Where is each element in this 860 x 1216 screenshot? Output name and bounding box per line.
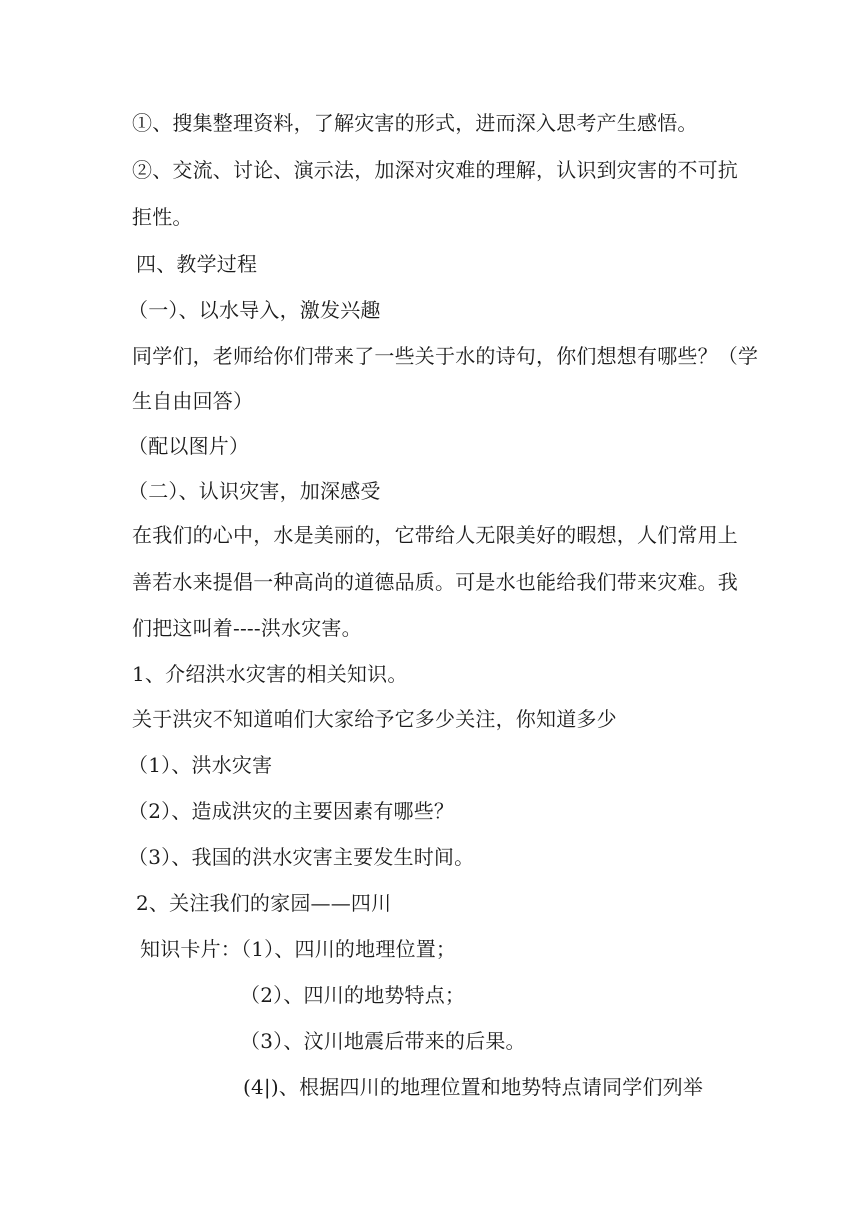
knowledge-card-3: （3）、汶川地震后带来的后果。 [240, 1029, 526, 1053]
text-line-2: ②、交流、讨论、演示法，加深对灾难的理解，认识到灾害的不可抗 [132, 158, 738, 182]
subheading-1: （一）、以水导入，激发兴趣 [128, 298, 381, 322]
text-line-14: 关于洪灾不知道咱们大家给予它多少关注，你知道多少 [132, 707, 617, 731]
text-line-10: 在我们的心中，水是美丽的，它带给人无限美好的暇想，人们常用上 [132, 523, 738, 547]
text-line-18: 2、关注我们的家园——四川 [136, 891, 392, 915]
list-item-3: （3）、我国的洪水灾害主要发生时间。 [128, 845, 475, 869]
text-line-7: 生自由回答） [132, 389, 254, 413]
text-line-13: 1、介绍洪水灾害的相关知识。 [132, 662, 408, 686]
section-heading-teaching-process: 四、教学过程 [136, 252, 258, 276]
text-line-8: （配以图片） [128, 434, 250, 458]
list-item-1: （1）、洪水灾害 [128, 753, 273, 777]
text-line-6: 同学们，老师给你们带来了一些关于水的诗句，你们想想有哪些？（学 [132, 344, 759, 368]
subheading-2: （二）、认识灾害，加深感受 [128, 479, 381, 503]
text-line-11: 善若水来提倡一种高尚的道德品质。可是水也能给我们带来灾难。我 [132, 570, 738, 594]
text-line-1: ①、搜集整理资料，了解灾害的形式，进而深入思考产生感悟。 [132, 111, 698, 135]
knowledge-card-1: 知识卡片：（1）、四川的地理位置； [140, 937, 457, 961]
knowledge-card-4: (4|)、根据四川的地理位置和地势特点请同学们列举 [243, 1075, 704, 1099]
text-line-3: 拒性。 [132, 205, 193, 229]
list-item-2: （2）、造成洪灾的主要因素有哪些？ [128, 799, 455, 823]
text-line-12: 们把这叫着----洪水灾害。 [132, 616, 362, 640]
knowledge-card-2: （2）、四川的地势特点； [240, 983, 466, 1007]
